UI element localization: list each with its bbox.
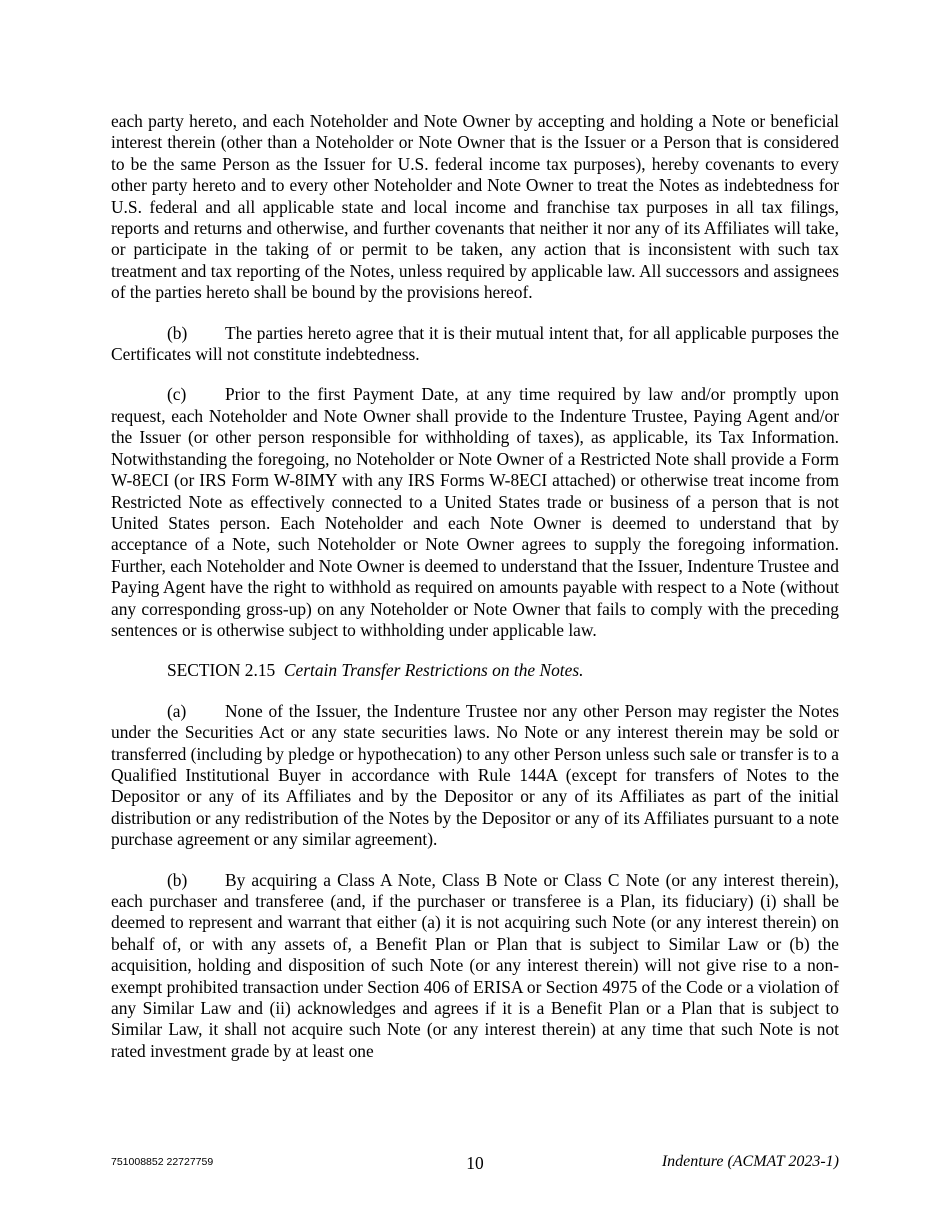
paragraph-number: (a) <box>167 700 187 721</box>
paragraph-c-tax-information <box>111 384 839 641</box>
paragraph-2-15-a-registration <box>111 701 839 851</box>
paragraph-text: The parties hereto agree that it is their mutual intent that, for all applicable purposes the Certificates will not constitute indebtedness. <box>111 322 839 365</box>
paragraph-text: Prior to the first Payment Date, at any time required by law and/or promptly upon request, each Noteholder and Note Owner shall provide to the Indenture Trustee, Paying Agent and/or the Issuer (or other person responsible for withholding of taxes), as applicable, its Tax Information. Notwithstanding the foregoing, no Noteholder or Note Owner of a Restricted Note shall provide a Form W-8ECI (or IRS Form W-8IMY with any IRS Forms W-8ECI attached) or otherwise treat income from Restricted Note as effectively connected to a United States trade or business of a person that is not United States person. Each Noteholder and each Note Owner is deemed to understand that by acceptance of a Note, such Noteholder or Note Owner agrees to supply the foregoing information. Further, each Noteholder and Note Owner is deemed to understand that the Issuer, Indenture Trustee and Paying Agent have the right to withhold as required on amounts payable with respect to a Note (without any corresponding gross-up) on any Noteholder or Note Owner that fails to comply with the preceding sentences or is otherwise subject to withholding under applicable law. <box>111 384 839 640</box>
document-id: 751008852 22727759 <box>111 1156 214 1168</box>
document-body <box>111 111 839 1081</box>
paragraph-text: None of the Issuer, the Indenture Trustee nor any other Person may register the Notes under the Securities Act or any state securities laws. No Note or any interest therein may be sold or transferred (including by pledge or hypothecation) to any other Person unless such sale or transfer is to a Qualified Institutional Buyer in accordance with Rule 144A (except for transfers of Notes to the Depositor or any of its Affiliates and by the Depositor or any of its Affiliates as part of the initial distribution or any redistribution of the Notes by the Depositor or any of its Affiliates pursuant to a note purchase agreement or any similar agreement). <box>111 700 839 850</box>
section-label: SECTION 2.15 <box>167 660 276 681</box>
paragraph-number: (b) <box>167 322 188 343</box>
section-heading <box>111 660 839 681</box>
paragraph-number: (c) <box>167 384 187 405</box>
paragraph-2-15-b-acquisition <box>111 870 839 1063</box>
section-title: Certain Transfer Restrictions on the Notes. <box>283 660 584 681</box>
page-number: 10 <box>466 1153 484 1173</box>
page-footer <box>111 1153 839 1177</box>
paragraph-text: By acquiring a Class A Note, Class B Note or Class C Note (or any interest therein), each purchaser and transferee (and, if the purchaser or transferee is a Plan, its fiduciary) (i) shall be deemed to represent and warrant that either (a) it is not acquiring such Note (or any interest therein) on behalf of, or with any assets of, a Benefit Plan or Plan that is subject to Similar Law or (b) the acquisition, holding and disposition of such Note (or any interest therein) will not give rise to a non-exempt prohibited transaction under Section 406 of ERISA or Section 4975 of the Code or a violation of any Similar Law and (ii) acknowledges and agrees if it is a Benefit Plan or a Plan that is subject to Similar Law, it shall not acquire such Note (or any interest therein) at any time that such Note is not rated investment grade by at least one <box>111 869 839 1061</box>
document-title: Indenture (ACMAT 2023-1) <box>661 1153 839 1170</box>
paragraph-tax-treatment: each party hereto, and each Noteholder and Note Owner by accepting and holding a Note or beneficial interest therein (other than a Noteholder or Note Owner that is the Issuer or a Person that is considered to be the same Person as the Issuer for U.S. federal income tax purposes), hereby covenants to every other party hereto and to every other Noteholder and Note Owner to treat the Notes as indebtedness for U.S. federal and all applicable state and local income and franchise tax purposes in all tax filings, reports and returns and otherwise, and further covenants that neither it nor any of its Affiliates will take, or participate in the taking of or permit to be taken, any action that is inconsistent with such tax treatment and tax reporting of the Notes, unless required by applicable law. All successors and assignees of the parties hereto shall be bound by the provisions hereof. <box>111 111 839 303</box>
paragraph-number: (b) <box>167 869 188 890</box>
paragraph-b-certificates <box>111 323 839 366</box>
